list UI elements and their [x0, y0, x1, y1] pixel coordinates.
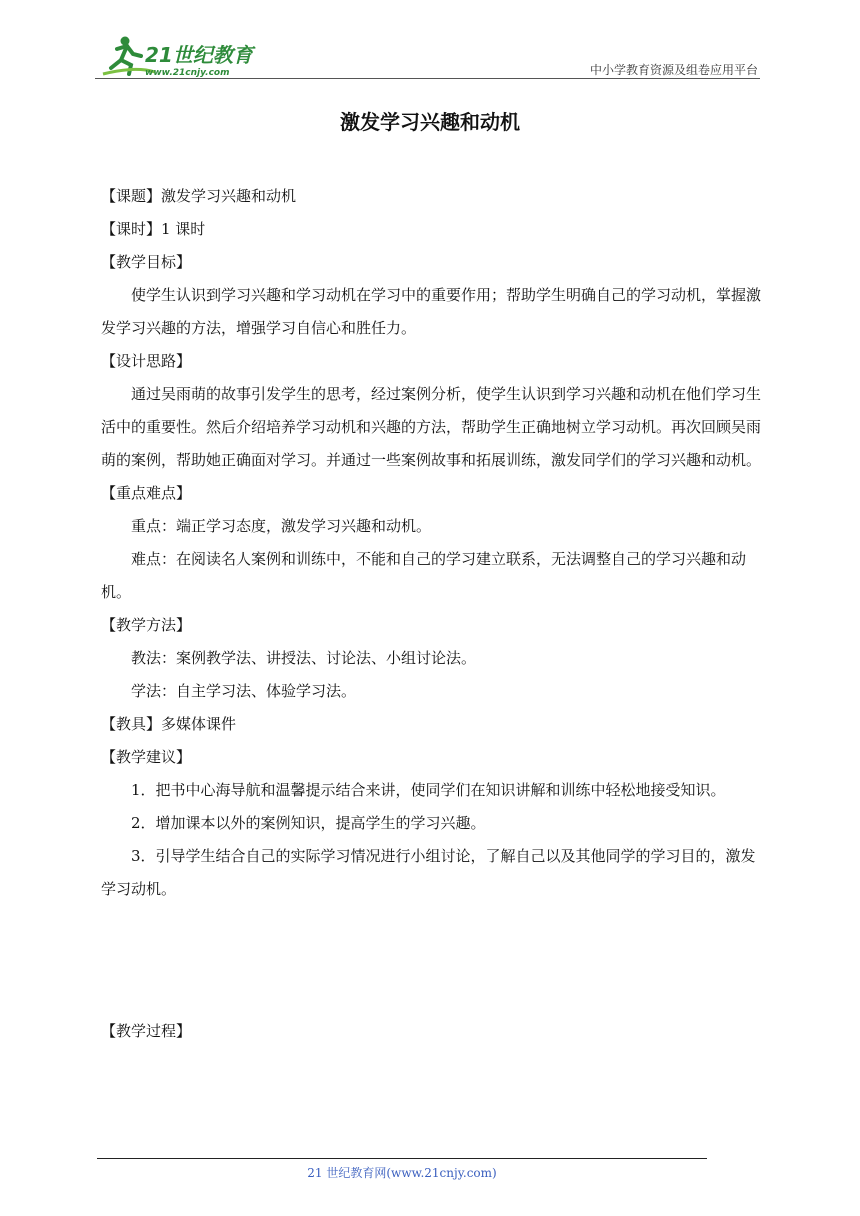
learn-method: 学法：自主学习法、体验学习法。: [131, 682, 357, 700]
design-heading: 【设计思路】: [101, 352, 192, 370]
topic-line: 【课题】激发学习兴趣和动机: [101, 187, 297, 205]
advice-heading: 【教学建议】: [101, 748, 192, 766]
design-paragraph: 通过吴雨萌的故事引发学生的思考，经过案例分析，使学生认识到学习兴趣和动机在他们学习生活中的重要性。然后介绍培养学习动机和兴趣的方法，帮助学生正确地树立学习动机。再次回顾吴雨萌的案例，帮助她正确面对学习。并通过一些案例故事和拓展训练，激发同学们的学习兴趣和动机。: [101, 385, 762, 469]
difficult-point: 难点：在阅读名人案例和训练中，不能和自己的学习建立联系，无法调整自己的学习兴趣和动机。: [101, 550, 747, 601]
blank-space: [101, 906, 766, 1015]
logo-url: www.21cnjy.com: [145, 68, 230, 78]
logo-text: 21世纪教育: [145, 43, 253, 67]
document-body: [101, 180, 766, 1048]
footer-divider: [97, 1158, 707, 1159]
header-divider: [95, 78, 760, 79]
method-heading: 【教学方法】: [101, 616, 192, 634]
key-point: 重点：端正学习态度，激发学习兴趣和动机。: [131, 517, 432, 535]
advice-item-3: 3．引导学生结合自己的实际学习情况进行小组讨论，了解自己以及其他同学的学习目的，激发学习动机。: [101, 847, 756, 898]
process-heading: 【教学过程】: [101, 1022, 192, 1040]
goal-paragraph: 使学生认识到学习兴趣和学习动机在学习中的重要作用；帮助学生明确自己的学习动机，掌握激发学习兴趣的方法，增强学习自信心和胜任力。: [101, 286, 762, 337]
teach-method: 教法：案例教学法、讲授法、讨论法、小组讨论法。: [131, 649, 477, 667]
advice-item-2: 2．增加课本以外的案例知识，提高学生的学习兴趣。: [131, 814, 486, 832]
page-header: [95, 32, 760, 84]
goal-heading: 【教学目标】: [101, 253, 192, 271]
footer-link[interactable]: 21 世纪教育网(www.21cnjy.com): [307, 1166, 497, 1180]
advice-item-1: 1．把书中心海导航和温馨提示结合来讲，使同学们在知识讲解和训练中轻松地接受知识。: [131, 781, 726, 799]
runner-logo-icon: [95, 32, 265, 80]
key-heading: 【重点难点】: [101, 484, 192, 502]
tools-line: 【教具】多媒体课件: [101, 715, 237, 733]
platform-tagline: 中小学教育资源及组卷应用平台: [589, 63, 758, 77]
page-title: 激发学习兴趣和动机: [340, 110, 520, 134]
site-logo[interactable]: [95, 32, 265, 80]
hours-line: 【课时】1 课时: [101, 220, 206, 238]
